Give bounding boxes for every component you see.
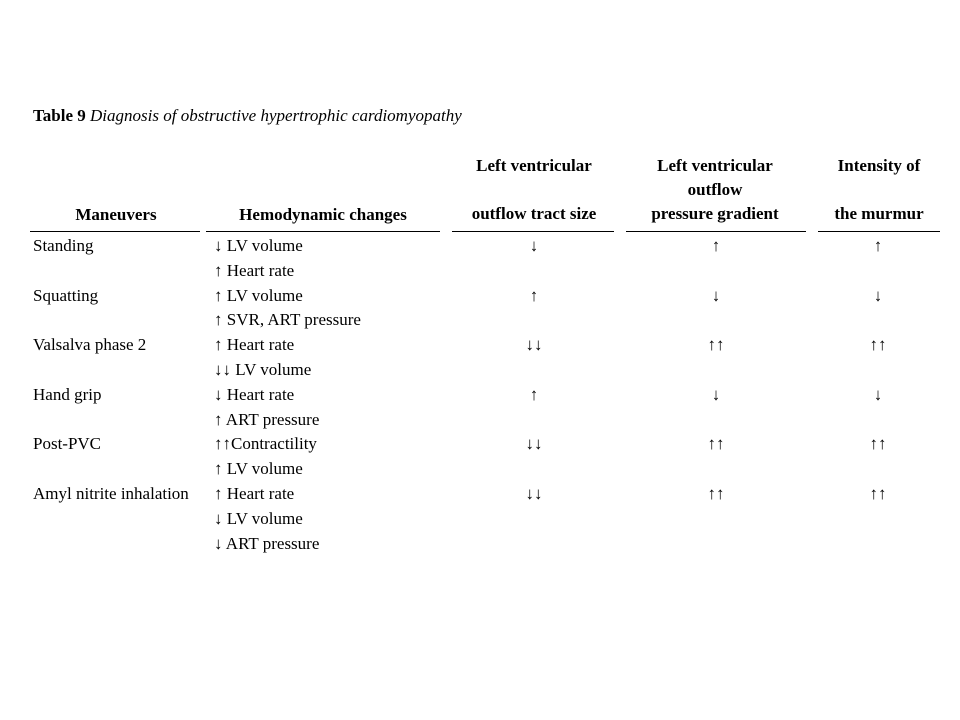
change-line: ↑ Heart rate	[214, 484, 295, 503]
change-line: ↑ LV volume	[214, 459, 303, 479]
header-maneuvers: Maneuvers	[75, 205, 157, 224]
change-line: ↓ LV volume	[214, 236, 303, 255]
change-line: ↓ Heart rate	[214, 384, 295, 404]
murmur-arrow: ↓	[873, 285, 883, 305]
header-rule-murmur	[818, 231, 940, 232]
pressure-gradient-arrow: ↓	[711, 285, 721, 305]
change-line: ↓↓ LV volume	[214, 360, 312, 379]
change-line: ↑ Heart rate	[214, 260, 295, 280]
outflow-tract-arrow: ↓↓	[525, 434, 543, 454]
maneuver-standing: Standing	[33, 236, 94, 255]
header-rule-pressure-gradient	[626, 231, 806, 232]
change-line: ↑ ART pressure	[214, 409, 320, 429]
change-line: ↑ LV volume	[214, 285, 303, 305]
maneuver-squatting: Squatting	[33, 285, 99, 305]
murmur-arrow: ↑↑	[869, 434, 887, 454]
maneuver-amyl-nitrite-inhalation: Amyl nitrite inhalation	[33, 484, 189, 503]
murmur-arrow: ↑↑	[869, 484, 887, 503]
header-murmur-intensity: Intensity of the murmur	[834, 156, 924, 223]
change-line: ↑ SVR, ART pressure	[214, 310, 361, 330]
pressure-gradient-arrow: ↑↑	[707, 434, 725, 454]
change-line: ↑ Heart rate	[214, 335, 295, 355]
maneuver-valsalva-phase-2: Valsalva phase 2	[33, 335, 147, 355]
outflow-tract-arrow: ↑	[529, 285, 539, 305]
pressure-gradient-arrow: ↑	[711, 236, 721, 255]
table-number: Table 9	[33, 106, 86, 125]
pressure-gradient-arrow: ↓	[711, 384, 721, 404]
maneuver-post-pvc: Post-PVC	[33, 434, 102, 454]
change-line: ↓ LV volume	[214, 508, 303, 528]
outflow-tract-arrow: ↑	[529, 384, 539, 404]
murmur-arrow: ↑	[873, 236, 883, 255]
change-line: ↑↑Contractility	[214, 434, 317, 454]
outflow-tract-arrow: ↓↓	[525, 484, 543, 503]
outflow-tract-arrow: ↓	[529, 236, 539, 255]
maneuver-hand-grip: Hand grip	[33, 384, 102, 404]
murmur-arrow: ↑↑	[869, 335, 887, 355]
pressure-gradient-arrow: ↑↑	[707, 335, 725, 355]
pressure-gradient-arrow: ↑↑	[707, 484, 725, 503]
outflow-tract-arrow: ↓↓	[525, 335, 543, 355]
header-rule-hemodynamic	[206, 231, 440, 232]
header-pressure-gradient: Left ventricular outflow pressure gradient	[651, 156, 779, 223]
header-hemodynamic-changes: Hemodynamic changes	[239, 205, 407, 224]
header-outflow-tract-size: Left ventricular outflow tract size	[471, 156, 597, 223]
change-line: ↓ ART pressure	[214, 533, 320, 553]
header-rule-outflow-tract	[452, 231, 614, 232]
table-caption	[33, 106, 462, 126]
header-rule-maneuvers	[30, 231, 200, 232]
murmur-arrow: ↓	[873, 384, 883, 404]
table-title: Diagnosis of obstructive hypertrophic cardiomyopathy	[90, 106, 462, 125]
